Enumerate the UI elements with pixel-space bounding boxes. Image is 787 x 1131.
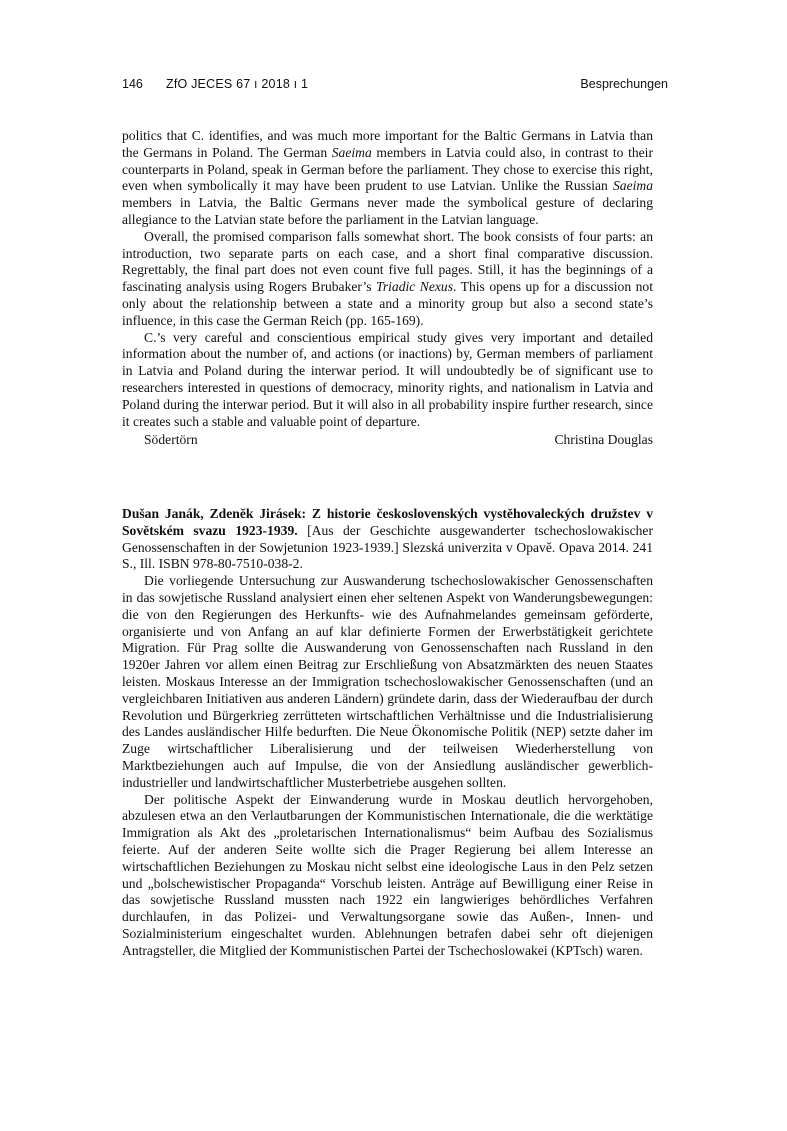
term-saeima: Saeima xyxy=(612,178,653,194)
paragraph: politics that C. identifies, and was much more important for the Baltic Germans in Latvia than the Germans in Poland. The German Saeima members in Latvia could also, in contrast to their counterparts in Poland, speak in German before the parliament. They chose to exercise this right, even when symbolically it may have been prudent to use Latvian. Unlike the Russian Saeima members in Latvia, the Baltic Germans never made the symbolical gesture of declaring allegiance to the Latvian state before the parliament in the Latvian language. xyxy=(122,128,653,227)
signature-author: Christina Douglas xyxy=(554,432,653,447)
section-title: Besprechungen xyxy=(580,77,668,91)
paragraph: C.’s very careful and conscientious empirical study gives very important and detailed information about the number of, and actions (or inactions) by, German members of parliament in Latvia and Poland during the interwar period. It will undoubtedly be of significant use to researchers interested in questions of democracy, minority rights, and nationalism in Latvia and Poland during the interwar period. But it will also in all probability inspire further research, since it creates such a stable and valuable point of departure. xyxy=(122,329,653,429)
book-title: Dušan Janák, Zdeněk Jirásek: Z historie československých vystěhovaleckých družstev v Sovětském svazu 1923-1939. xyxy=(122,506,653,538)
paragraph: Der politische Aspekt der Einwanderung wurde in Moskau deutlich hervorgehoben, abzulesen etwa an den Verlautbarungen der Kommunistischen Internationale, die die werktätige Immigration als Akt des „proletarischen Internationalismus“ beim Aufbau des Sozialismus feierte. Auf der anderen Seite wollte sich die Prager Regierung bei allem Interesse an wirtschaftlichen Beziehungen zu Moskau nicht selbst eine ideologische Laus in den Pelz setzen und „bolschewistischer Propaganda“ Vorschub leisten. Anträge auf Bewilligung einer Reise in das sowjetische Russland mussten nach 1922 ein langwieriges behördliches Verfahren durchlaufen, in das Polizei- und Verwaltungsorgane sowie das Außen-, Innen- und Sozialministerium eingeschaltet wurden. Ablehnungen betrafen dabei sehr oft diejenigen Antragsteller, die Mitglied der Kommunistischen Partei der Tschechoslowakei (KPTsch) waren. xyxy=(122,791,653,958)
signature-place: Södertörn xyxy=(144,432,198,447)
review-continuation xyxy=(122,128,653,430)
journal-citation: ZfO JECES 67 ı 2018 ı 1 xyxy=(166,77,309,91)
bibliographic-entry xyxy=(122,506,653,573)
term-triadic-nexus: Triadic Nexus xyxy=(376,279,454,295)
page-number: 146 xyxy=(122,77,143,91)
review-signature xyxy=(144,431,653,448)
paragraph: Overall, the promised comparison falls somewhat short. The book consists of four parts: an introduction, two separate parts on each case, and a short final comparative discussion. Regrettably, the final part does not even count five full pages. Still, it has the beginnings of a fascinating analysis using Rogers Brubaker’s Triadic Nexus. This opens up for a discussion not only about the relationship between a state and a minority group but also a second state’s influence, in this case the German Reich (pp. 165-169). xyxy=(122,228,653,328)
running-head xyxy=(122,76,668,92)
book-details: [Aus der Geschichte ausgewanderter tschechoslowakischer Genossenschaften in der Sowjetunion 1923-1939.] Slezská univerzita v Opavě. Opava 2014. 241 S., Ill. ISBN 978-80-7510-038-2. xyxy=(122,522,653,572)
term-saeima: Saeima xyxy=(331,144,372,160)
paragraph: Die vorliegende Untersuchung zur Auswanderung tschechoslowakischer Genossenschaften in das sowjetische Russland analysiert einen eher seltenen Aspekt von Wanderungsbewegungen: die von den Regierungen des Herkunfts- wie des Aufnahmelandes gemeinsam geförderte, organisierte und von Anfang an auf klar definierte Formen der Erwerbstätigkeit gerichtete Migration. Für Prag sollte die Auswanderung von Genossenschaften nach Russland in den 1920er Jahren vor allem einen Beitrag zur Erschließung von Absatzmärkten des neuen Staates leisten. Moskaus Interesse an der Immigration tschechoslowakischer Genossenschaften (und an vergleichbaren Initiativen aus anderen Ländern) gründete darin, dass der Wiederaufbau der durch Revolution und Bürgerkrieg zerrütteten wirtschaftlichen Verhältnisse und die Industrialisierung des Landes ausländischer Hilfe bedurften. Die Neue Ökonomische Politik (NEP) setzte daher im Zuge wirtschaftlicher Liberalisierung und der teilweisen Wiederherstellung von Marktbeziehungen auch auf Impulse, die von der Ansiedlung ausländischer gewerblich-industrieller und landwirtschaftlicher Musterbetriebe ausgehen sollten. xyxy=(122,573,653,790)
review-janak-jirasek xyxy=(122,506,653,960)
